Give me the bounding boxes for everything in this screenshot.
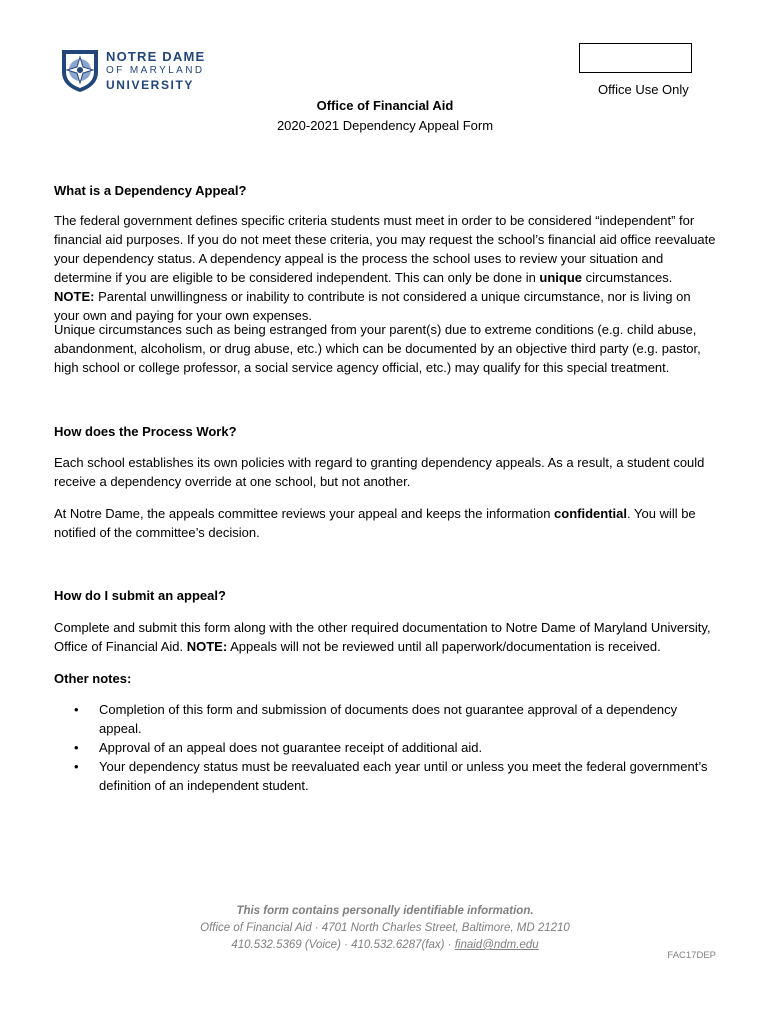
page-subtitle: 2020-2021 Dependency Appeal Form: [276, 118, 494, 133]
university-logo: [58, 46, 208, 96]
logo-line-2: OF MARYLAND: [106, 65, 205, 76]
list-item: • Your dependency status must be reevaluated each year until or unless you meet the federal government’s definition of an independent student.: [54, 757, 716, 795]
section3-paragraph-1: Complete and submit this form along with the other required documentation to Notre Dame of Maryland University, Office of Financial Aid. NOTE: Appeals will not be reviewed until all paperwork/documentation is received.: [54, 620, 711, 654]
footer-contact: 410.532.5369 (Voice) · 410.532.6287(fax) · finaid@ndm.edu: [231, 939, 539, 951]
office-use-box: [579, 43, 692, 73]
section2-paragraph-1: Each school establishes its own policies with regard to granting dependency appeals. As a result, a student could receive a dependency override at one school, but not another.: [54, 455, 705, 489]
list-item: • Completion of this form and submission of documents does not guarantee approval of a dependency appeal.: [54, 700, 716, 738]
section2-paragraph-2: At Notre Dame, the appeals committee reviews your appeal and keeps the information confidential. You will be notified of the committee’s decision.: [54, 506, 696, 540]
section-heading-what-is-appeal: What is a Dependency Appeal?: [54, 183, 247, 198]
other-notes-heading: Other notes:: [54, 671, 132, 686]
form-code: FAC17DEP: [667, 950, 716, 961]
other-notes-list: [54, 700, 716, 795]
page-title: Office of Financial Aid: [316, 98, 454, 113]
section1-paragraph-2: Unique circumstances such as being estranged from your parent(s) due to extreme conditions (e.g. child abuse, abandonment, alcoholism, or drug abuse, etc.) which can be documented by an objective third party (e.g. pastor, high school or college professor, a social service agency official, etc.) may qualify for this special treatment.: [54, 322, 701, 375]
section-heading-submit: How do I submit an appeal?: [54, 588, 226, 603]
section1-paragraph-1: The federal government defines specific criteria students must meet in order to be considered “independent” for financial aid purposes. If you do not meet these criteria, you may request the school’s financial aid office reevaluate your dependency status. A dependency appeal is the process the school uses to review your situation and determine if you are eligible to be considered independent. This can only be done in unique circumstances. NOTE: Parental unwillingness or inability to contribute is not considered a unique circumstance, nor is living on your own and paying for your own expenses.: [54, 213, 716, 323]
logo-line-3: UNIVERSITY: [106, 78, 195, 92]
email-link[interactable]: finaid@ndm.edu: [454, 939, 539, 951]
crest-icon: [58, 46, 102, 94]
footer-address: Office of Financial Aid · 4701 North Charles Street, Baltimore, MD 21210: [200, 922, 570, 934]
office-use-label: Office Use Only: [598, 82, 689, 97]
footer-pii-notice: This form contains personally identifiable information.: [236, 905, 534, 917]
section-heading-process: How does the Process Work?: [54, 424, 237, 439]
logo-line-1: NOTRE DAME: [106, 49, 206, 64]
list-item: • Approval of an appeal does not guarantee receipt of additional aid.: [54, 738, 716, 757]
page-footer: [0, 903, 770, 954]
